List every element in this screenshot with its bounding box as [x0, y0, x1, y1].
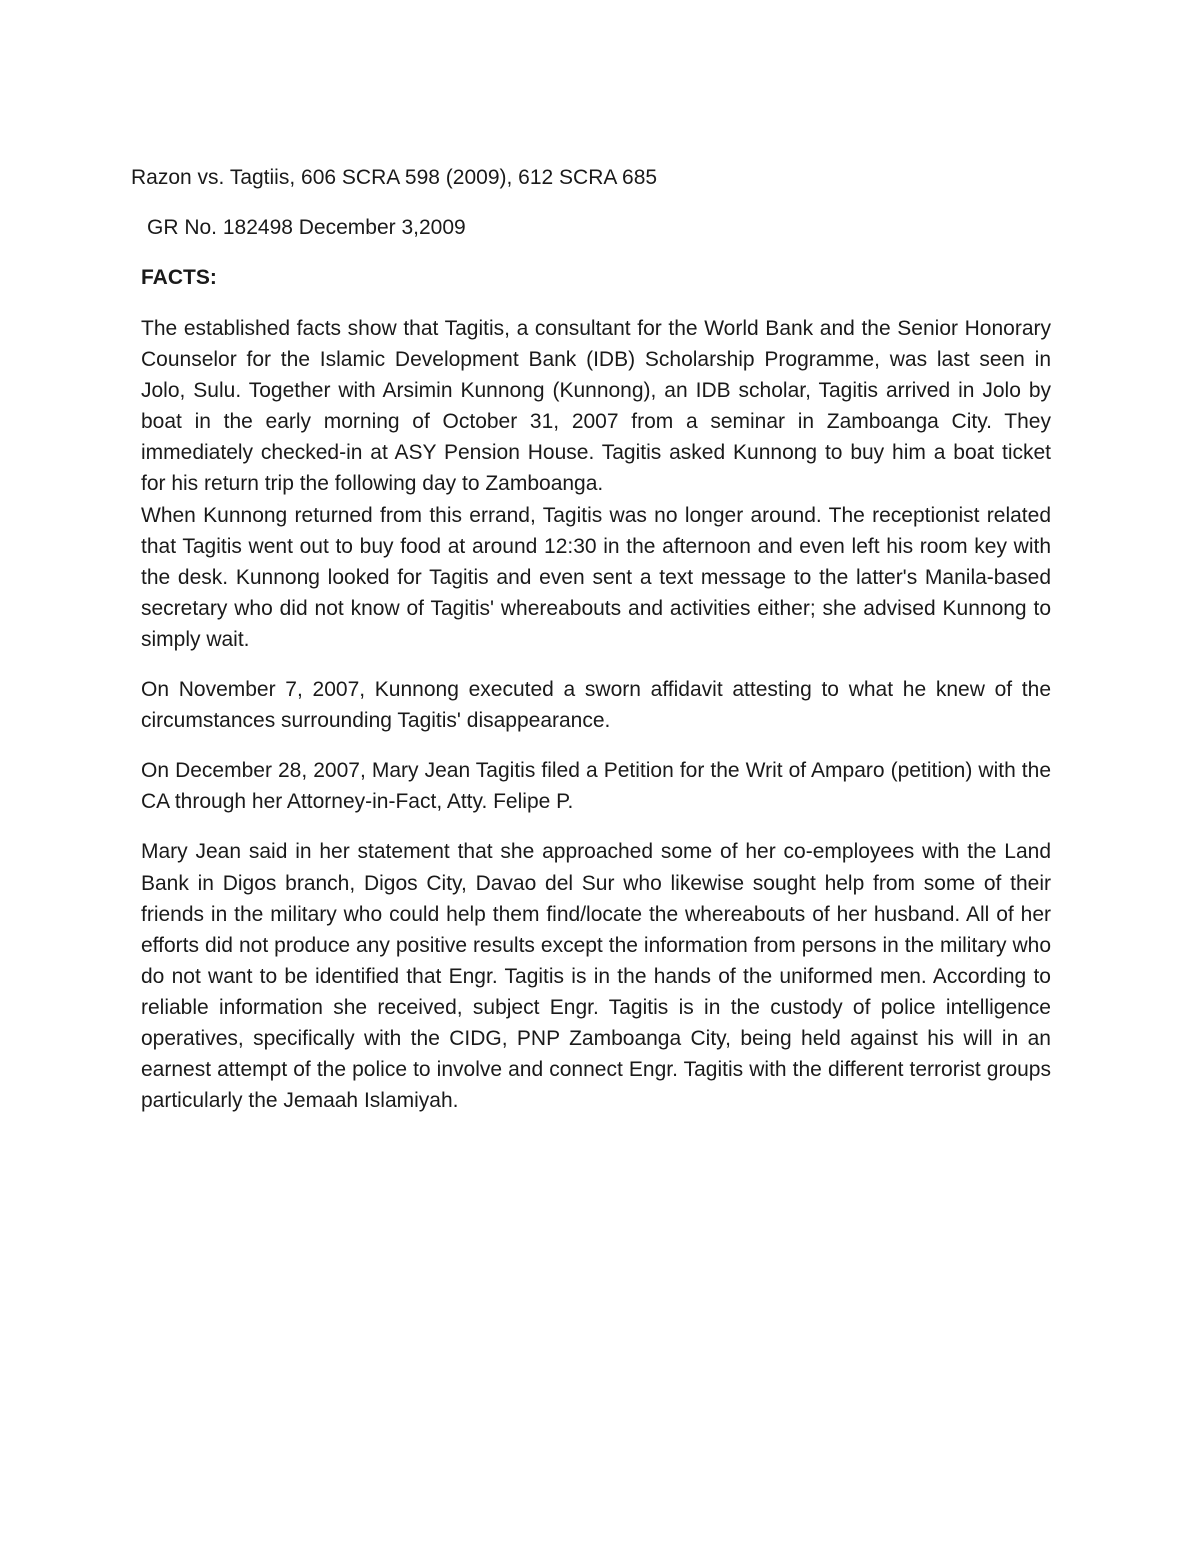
paragraph-4: On December 28, 2007, Mary Jean Tagitis filed a Petition for the Writ of Amparo (petition) with the CA through her Attorney-in-Fact, Atty. Felipe P. — [141, 759, 1051, 814]
paragraph-1: The established facts show that Tagitis, a consultant for the World Bank and the Senior Honorary Counselor for the Islamic Development Bank (IDB) Scholarship Programme, was last seen in Jolo, Sulu. Together with Arsimin Kunnong (Kunnong), an IDB scholar, Tagitis arrived in Jolo by boat in the early morning of October 31, 2007 from a seminar in Zamboanga City. They immediately checked-in at ASY Pension House. Tagitis asked Kunnong to buy him a boat ticket for his return trip the following day to Zamboanga. — [141, 317, 1051, 496]
paragraph-3: On November 7, 2007, Kunnong executed a sworn affidavit attesting to what he knew of the circumstances surrounding Tagitis' disappearance. — [141, 678, 1051, 733]
paragraph-5: Mary Jean said in her statement that she approached some of her co-employees with the Land Bank in Digos branch, Digos City, Davao del Sur who likewise sought help from some of their friends in the military who could help them find/locate the whereabouts of her husband. All of her efforts did not produce any positive results except the information from persons in the military who do not want to be identified that Engr. Tagitis is in the hands of the uniformed men. According to reliable information she received, subject Engr. Tagitis is in the custody of police intelligence operatives, specifically with the CIDG, PNP Zamboanga City, being held against his will in an earnest attempt of the police to involve and connect Engr. Tagitis with the different terrorist groups particularly the Jemaah Islamiyah. — [141, 840, 1051, 1113]
section-heading-facts: FACTS: — [141, 266, 217, 289]
facts-body — [141, 313, 1051, 1116]
case-title: Razon vs. Tagtiis, 606 SCRA 598 (2009), 612 SCRA 685 — [131, 166, 658, 189]
case-number: GR No. 182498 December 3,2009 — [147, 216, 466, 239]
paragraph-2: When Kunnong returned from this errand, Tagitis was no longer around. The receptionist related that Tagitis went out to buy food at around 12:30 in the afternoon and even left his room key with the desk. Kunnong looked for Tagitis and even sent a text message to the latter's Manila-based secretary who did not know of Tagitis' whereabouts and activities either; she advised Kunnong to simply wait. — [141, 503, 1051, 651]
